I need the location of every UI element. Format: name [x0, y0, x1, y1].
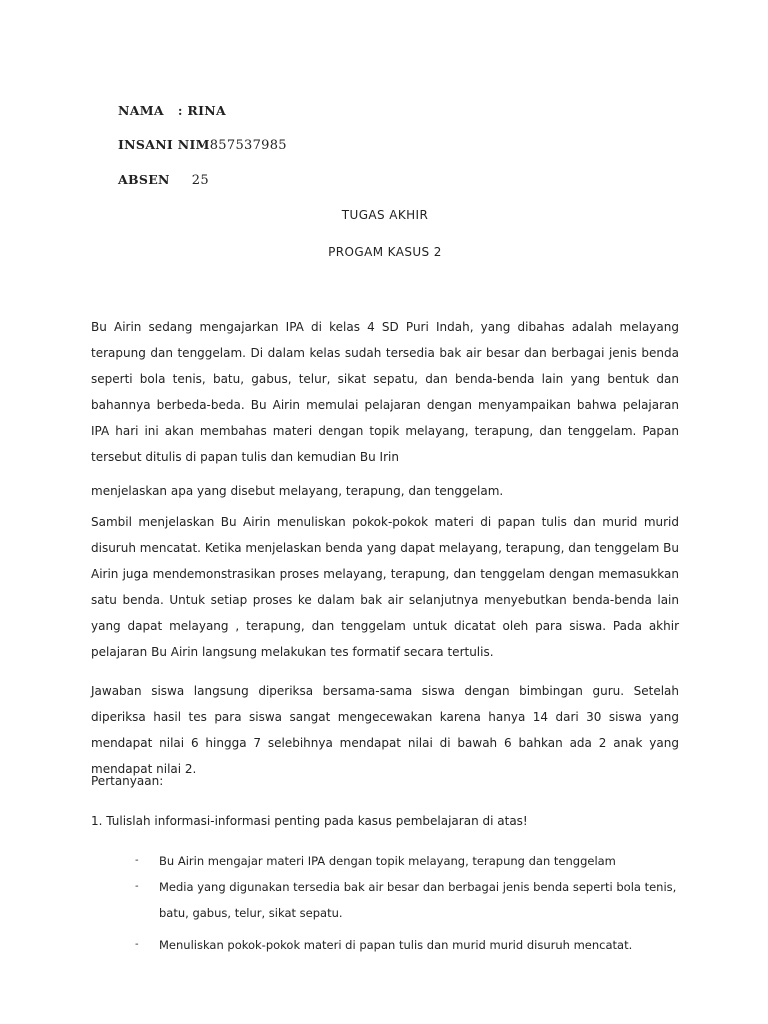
nama-value: : RINA: [177, 103, 226, 118]
nim-value: 857537985: [209, 138, 287, 153]
bullet-marker: -: [135, 939, 139, 950]
question-heading: Pertanyaan:: [91, 774, 164, 788]
nim-label: INSANI NIM: [118, 137, 210, 152]
header-nama: [118, 103, 226, 118]
question-1: 1. Tulislah informasi-informasi penting pada kasus pembelajaran di atas!: [91, 814, 528, 828]
absen-label: ABSEN: [118, 172, 170, 187]
nama-label: NAMA: [118, 103, 164, 118]
paragraph-4: Jawaban siswa langsung diperiksa bersama-sama siswa dengan bimbingan guru. Setelah diperiksa hasil tes para siswa sangat mengecewakan karena hanya 14 dari 30 siswa yang mendapat nilai 6 hingga 7 selebihnya mendapat nilai di bawah 6 bahkan ada 2 anak yang mendapat nilai 2.: [91, 684, 679, 776]
document-subtitle: PROGAM KASUS 2: [328, 245, 442, 259]
paragraph-1: Bu Airin sedang mengajarkan IPA di kelas 4 SD Puri Indah, yang dibahas adalah melayang terapung dan tenggelam. Di dalam kelas sudah tersedia bak air besar dan berbagai jenis benda seperti bola tenis, batu, gabus, telur, sikat sepatu, dan benda-benda lain yang bentuk dan bahannya berbeda-beda. Bu Airin memulai pelajaran dengan menyampaikan bahwa pelajaran IPA hari ini akan membahas materi dengan topik melayang, terapung, dan tenggelam. Papan tersebut ditulis di papan tulis dan kemudian Bu Irin: [91, 320, 679, 464]
bullet-marker: -: [135, 855, 139, 866]
header-nim: [118, 137, 287, 153]
bullet-item-1: Bu Airin mengajar materi IPA dengan topik melayang, terapung dan tenggelam: [159, 854, 616, 868]
paragraph-3: Sambil menjelaskan Bu Airin menuliskan pokok-pokok materi di papan tulis dan murid murid disuruh mencatat. Ketika menjelaskan benda yang dapat melayang, terapung, dan tenggelam Bu Airin juga mendemonstrasikan proses melayang, terapung, dan tenggelam dengan memasukkan satu benda. Untuk setiap proses ke dalam bak air selanjutnya menyebutkan benda-benda lain yang dapat melayang , terapung, dan tenggelam untuk dicatat oleh para siswa. Pada akhir pelajaran Bu Airin langsung melakukan tes formatif secara tertulis.: [91, 515, 679, 659]
bullet-marker: -: [135, 881, 139, 892]
bullet-item-3: Menuliskan pokok-pokok materi di papan tulis dan murid murid disuruh mencatat.: [159, 938, 633, 952]
document-title: TUGAS AKHIR: [341, 208, 429, 222]
absen-value: 25: [191, 173, 209, 188]
bullet-item-2: Media yang digunakan tersedia bak air besar dan berbagai jenis benda seperti bola tenis, batu, gabus, telur, sikat sepatu.: [159, 880, 677, 920]
paragraph-2: menjelaskan apa yang disebut melayang, terapung, dan tenggelam.: [91, 484, 504, 498]
header-absen: [118, 172, 209, 188]
